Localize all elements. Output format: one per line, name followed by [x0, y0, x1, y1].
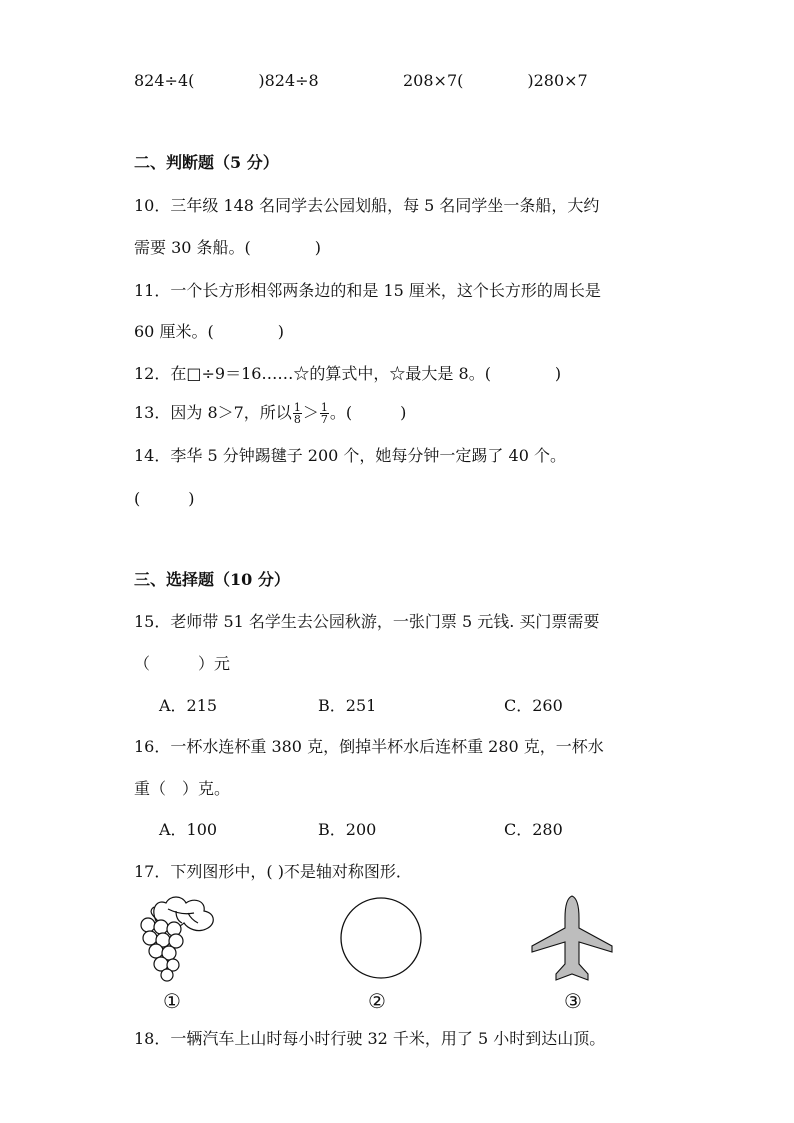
q15-option-a[interactable]: A．215 [159, 696, 218, 715]
q17-line1: 17．下列图形中，( )不是轴对称图形． [134, 862, 412, 881]
q13-gt: ＞ [302, 403, 319, 422]
q15-line1: 15．老师带 51 名学生去公园秋游，一张门票 5 元钱. 买门票需要 [134, 612, 600, 631]
frac1-numerator: 1 [293, 401, 301, 414]
q16-option-a[interactable]: A．100 [159, 820, 218, 839]
q11-line1: 11．一个长方形相邻两条边的和是 15 厘米，这个长方形的周长是 [134, 281, 601, 300]
q16-line2: 重（ ）克。 [134, 779, 231, 798]
frac2-numerator: 1 [320, 401, 328, 414]
q15-option-b[interactable]: B．251 [318, 696, 377, 715]
section3-title: 三、选择题（10 分） [134, 570, 290, 589]
q11-line2: 60 厘米。( ) [134, 322, 284, 341]
q16-option-b[interactable]: B．200 [318, 820, 377, 839]
compare-right: 208×7( )280×7 [403, 71, 588, 90]
frac2-denominator: 7 [320, 413, 328, 426]
q18-line1: 18．一辆汽车上山时每小时行驶 32 千米，用了 5 小时到达山顶。 [134, 1029, 606, 1048]
figure-2-label: ② [368, 989, 386, 1013]
q10-line2: 需要 30 条船。( ) [134, 238, 322, 257]
section2-title: 二、判断题（5 分） [134, 153, 279, 172]
q10-line1: 10．三年级 148 名同学去公园划船，每 5 名同学坐一条船，大约 [134, 196, 600, 215]
q13-line [134, 402, 406, 425]
fraction-one-seventh [320, 402, 329, 425]
q14-line2: ( ) [134, 489, 195, 508]
airplane-icon[interactable] [530, 894, 614, 984]
fraction-one-eighth [293, 402, 302, 425]
q13-suffix: 。( ) [329, 403, 407, 422]
frac1-denominator: 8 [293, 413, 301, 426]
figure-1-label: ① [163, 989, 181, 1013]
circle-icon[interactable] [338, 895, 424, 981]
figure-3-label: ③ [564, 989, 582, 1013]
q16-option-c[interactable]: C．280 [504, 820, 563, 839]
q13-prefix: 13．因为 8＞7，所以 [134, 403, 292, 422]
q14-line1: 14．李华 5 分钟踢毽子 200 个，她每分钟一定踢了 40 个。 [134, 446, 566, 465]
q12-line1: 12．在□÷9＝16……☆的算式中，☆最大是 8。( ) [134, 364, 562, 383]
grapes-icon[interactable] [128, 893, 220, 985]
q16-line1: 16．一杯水连杯重 380 克，倒掉半杯水后连杯重 280 克，一杯水 [134, 737, 604, 756]
q15-line2: （ ）元 [134, 654, 231, 673]
compare-left: 824÷4( )824÷8 [134, 71, 319, 90]
q15-option-c[interactable]: C．260 [504, 696, 563, 715]
